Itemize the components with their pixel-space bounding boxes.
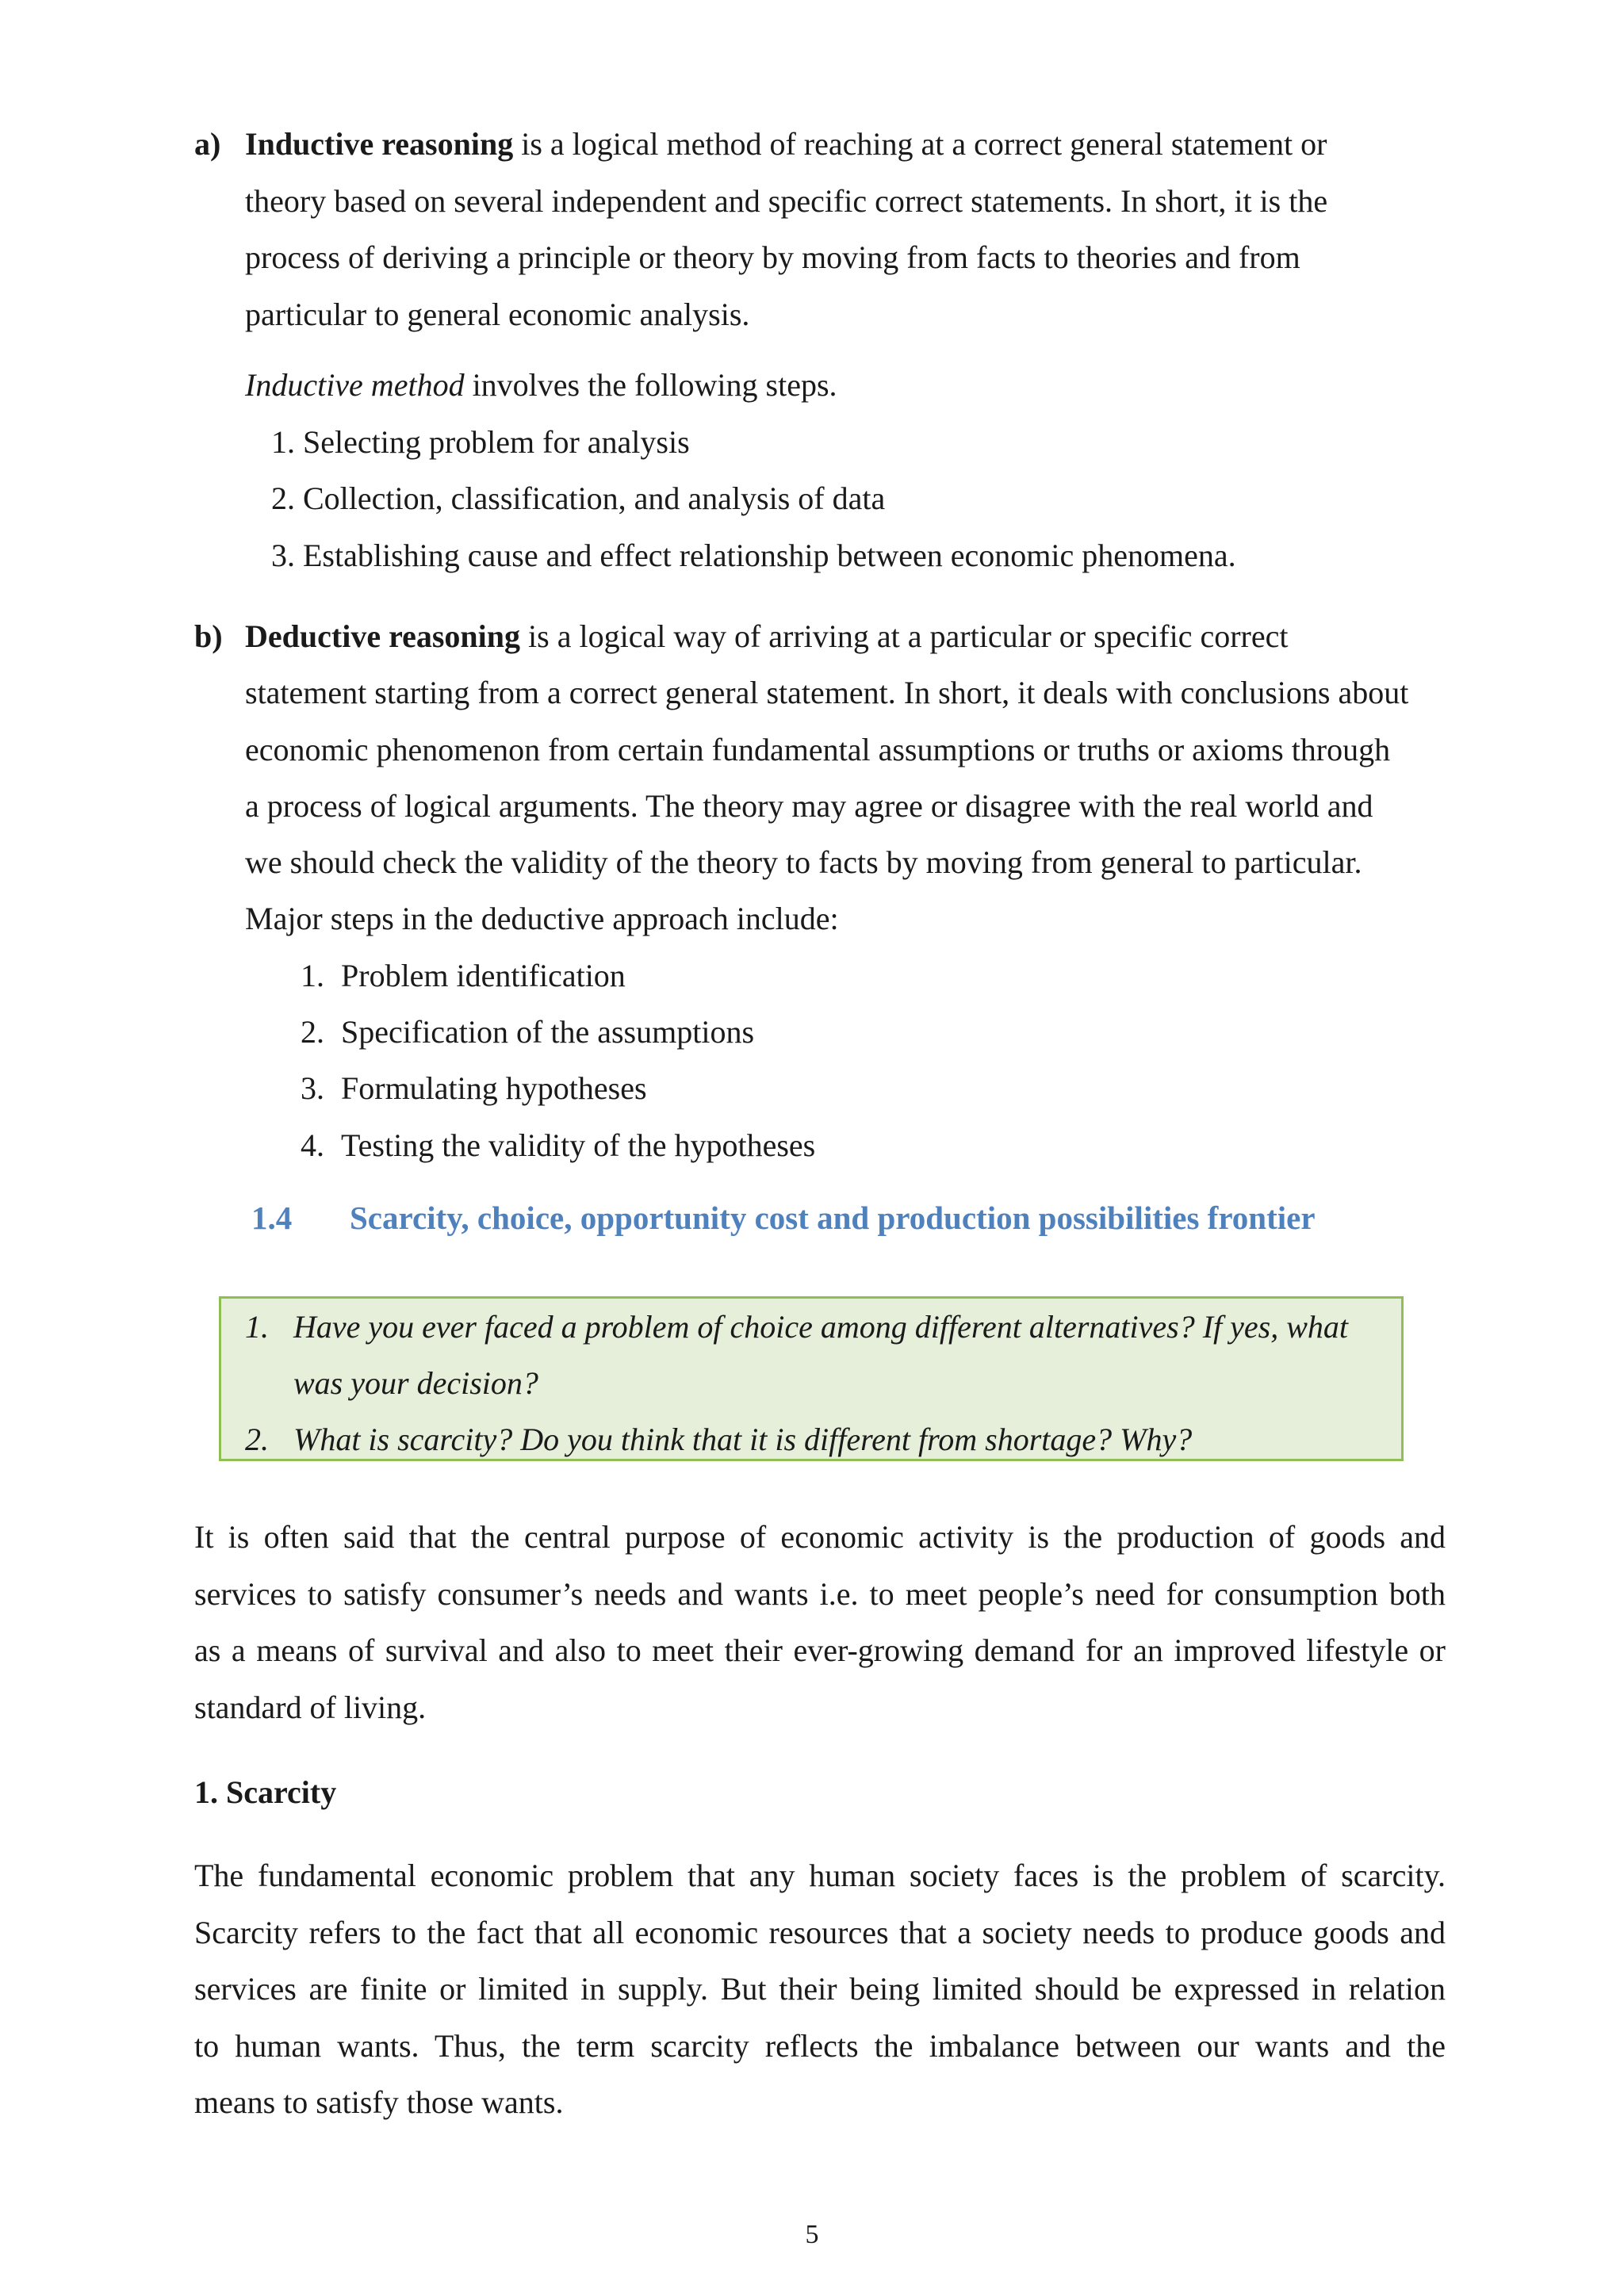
section-title: Scarcity, choice, opportunity cost and production possibilities frontier xyxy=(350,1200,1316,1236)
scarcity-heading: 1. Scarcity xyxy=(194,1774,337,1810)
question-1: 1. Have you ever faced a problem of choice among different alternatives? If yes, what was your decision? xyxy=(245,1309,1348,1401)
inductive-steps-list xyxy=(245,414,1431,584)
section-number: 1.4 xyxy=(251,1200,293,1236)
page-number: 5 xyxy=(805,2220,819,2249)
deductive-reasoning-item xyxy=(194,608,1431,1173)
list-item: 1. Selecting problem for analysis xyxy=(271,423,690,460)
deductive-line-2: statement starting from a correct general statement. In short, it deals with conclusions about xyxy=(245,675,1409,711)
deductive-line-6: Major steps in the deductive approach include: xyxy=(245,901,839,937)
deductive-line-3: economic phenomenon from certain fundamental assumptions or truths or axioms through xyxy=(245,731,1391,767)
list-item: 3. Formulating hypotheses xyxy=(301,1070,647,1107)
deductive-term: Deductive reasoning xyxy=(245,618,521,654)
section-heading xyxy=(251,1199,1316,1237)
inductive-method-line: Inductive method involves the following steps. xyxy=(245,367,837,403)
inductive-line-2: theory based on several independent and specific correct statements. In short, it is the xyxy=(245,182,1328,219)
inductive-reasoning-item xyxy=(194,116,1431,584)
list-item: 4. Testing the validity of the hypotheses xyxy=(301,1127,816,1163)
intro-paragraph: It is often said that the central purpose of economic activity is the production of goods and services to satisfy consumer’s needs and wants i.e. to meet people’s need for consumption both as a means of survival and also to meet their ever-growing demand for an improved lifestyle or standard of living. xyxy=(194,1519,1446,1725)
list-marker-a: a) xyxy=(194,126,221,162)
inductive-body xyxy=(245,116,1431,584)
question-2: 2. What is scarcity? Do you think that it is different from shortage? Why? xyxy=(245,1422,1193,1457)
scarcity-paragraph: The fundamental economic problem that any human society faces is the problem of scarcity. Scarcity refers to the fact that all economic resources that a society needs to produce goods and services are finite or limited in supply. But their being limited should be expressed in relation to human wants. Thus, the term scarcity reflects the imbalance between our wants and the means to satisfy those wants. xyxy=(194,1858,1446,2120)
inductive-method-term: Inductive method xyxy=(245,367,465,403)
deductive-steps-list xyxy=(245,947,1431,1173)
list-item: 3. Establishing cause and effect relationship between economic phenomena. xyxy=(271,537,1236,573)
deductive-line-4: a process of logical arguments. The theory may agree or disagree with the real world and xyxy=(245,787,1373,824)
list-marker-b: b) xyxy=(194,618,223,654)
deductive-line-5: we should check the validity of the theory to facts by moving from general to particular. xyxy=(245,844,1362,881)
list-item: 1. Problem identification xyxy=(301,957,626,993)
inductive-term: Inductive reasoning xyxy=(245,126,514,162)
deductive-body xyxy=(245,608,1431,1173)
inductive-line-3: process of deriving a principle or theory by moving from facts to theories and from xyxy=(245,239,1300,275)
inductive-line-4: particular to general economic analysis. xyxy=(245,296,750,332)
reflection-question-box xyxy=(219,1296,1404,1461)
inductive-line-1: Inductive reasoning is a logical method of reaching at a correct general statement or xyxy=(245,126,1327,162)
deductive-line-1: Deductive reasoning is a logical way of arriving at a particular or specific correct xyxy=(245,618,1289,654)
list-item: 2. Specification of the assumptions xyxy=(301,1014,755,1050)
list-item: 2. Collection, classification, and analysis of data xyxy=(271,480,886,516)
